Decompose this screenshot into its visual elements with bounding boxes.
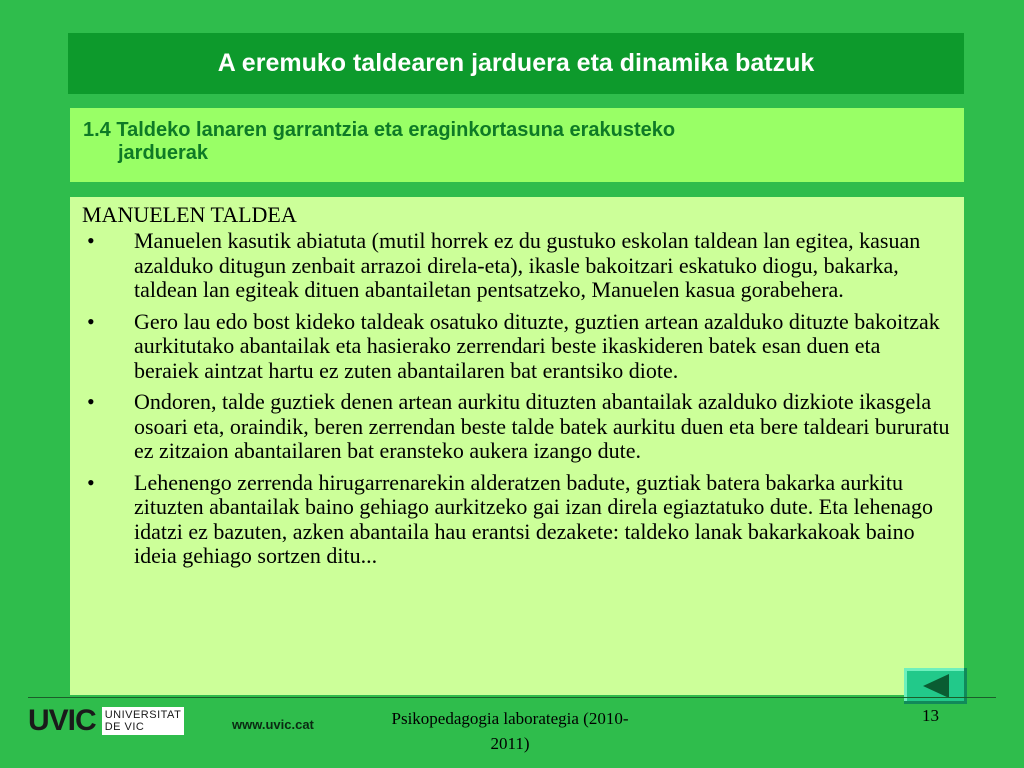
subtitle-box	[70, 108, 964, 182]
footer-course	[360, 706, 660, 756]
back-button[interactable]	[904, 668, 967, 704]
bullet-icon: •	[87, 308, 95, 334]
logo-line-2: DE VIC	[104, 721, 145, 733]
slide-title: A eremuko taldearen jarduera eta dinamika batzuk	[217, 49, 815, 77]
bullet-item	[82, 310, 950, 384]
bullet-icon: •	[87, 389, 95, 414]
bullet-item	[82, 471, 950, 569]
website-link[interactable]: www.uvic.cat	[232, 717, 314, 732]
bullet-item	[82, 229, 950, 303]
back-arrow-icon	[919, 673, 953, 699]
footer-course-line-2: 2011)	[490, 734, 530, 753]
bullet-text: Manuelen kasutik abiatuta (mutil horrek ez du gustuko eskolan taldean lan egitea, kasuan azalduko ditugun zenbait arrazoi direla-eta), ikasle bakoitzari eskatuko diogu, bakarka, taldean lan egiteak dituen abantailetan pentsatzeko, Manuelen kasua gorabehera.	[134, 228, 921, 302]
logo-mark: UVIC	[28, 704, 96, 737]
subtitle-line-1: 1.4 Taldeko lanaren garrantzia eta eraginkortasuna erakusteko	[83, 119, 676, 141]
footer-course-line-1: Psikopedagogia laborategia (2010-	[391, 709, 629, 728]
logo-line-1: UNIVERSITAT	[104, 709, 182, 721]
uvic-logo	[28, 704, 214, 738]
subtitle-line-2: jarduerak	[118, 142, 209, 164]
slide-title-bar	[68, 33, 964, 94]
content-box	[70, 197, 964, 695]
logo-wordmark	[102, 707, 185, 735]
bullet-item	[82, 390, 950, 464]
bullet-text: Lehenengo zerrenda hirugarrenarekin alderatzen badute, guztiak batera bakarka aurkitu zituzten abantailak baino gehiago aurkitzeko gai izan direla egiaztatuko dute. Eta lehenago idatzi ez bazuten, azken abantaila hau erantsi dezakete: taldeko lanak bakarkakoak baino ideia gehiago sortzen ditu...	[134, 469, 933, 568]
bullet-icon: •	[87, 469, 95, 495]
footer-divider	[28, 697, 996, 698]
bullet-text: Gero lau edo bost kideko taldeak osatuko dituzte, guztien artean azalduko dituzte bakoitzak aurkitutako abantailak eta hasierako zerrendari beste ikaskideren batek esan duen eta beraiek aintzat hartu ez zuten abantailaren bat erantsiko diote.	[134, 308, 940, 383]
bullet-icon: •	[87, 228, 95, 253]
content-heading: MANUELEN TALDEA	[82, 202, 297, 227]
page-number: 13	[922, 706, 939, 725]
bullet-text: Ondoren, talde guztiek denen artean aurkitu dituzten abantailak azalduko dizkiote ikasgela osoari eta, oraindik, beren zerrendan beste talde batek aurkitu duen eta bere taldeari bururatu ez zitzaion abantailaren bat eransteko aukera izango dute.	[134, 389, 950, 463]
bullet-list	[82, 229, 950, 569]
